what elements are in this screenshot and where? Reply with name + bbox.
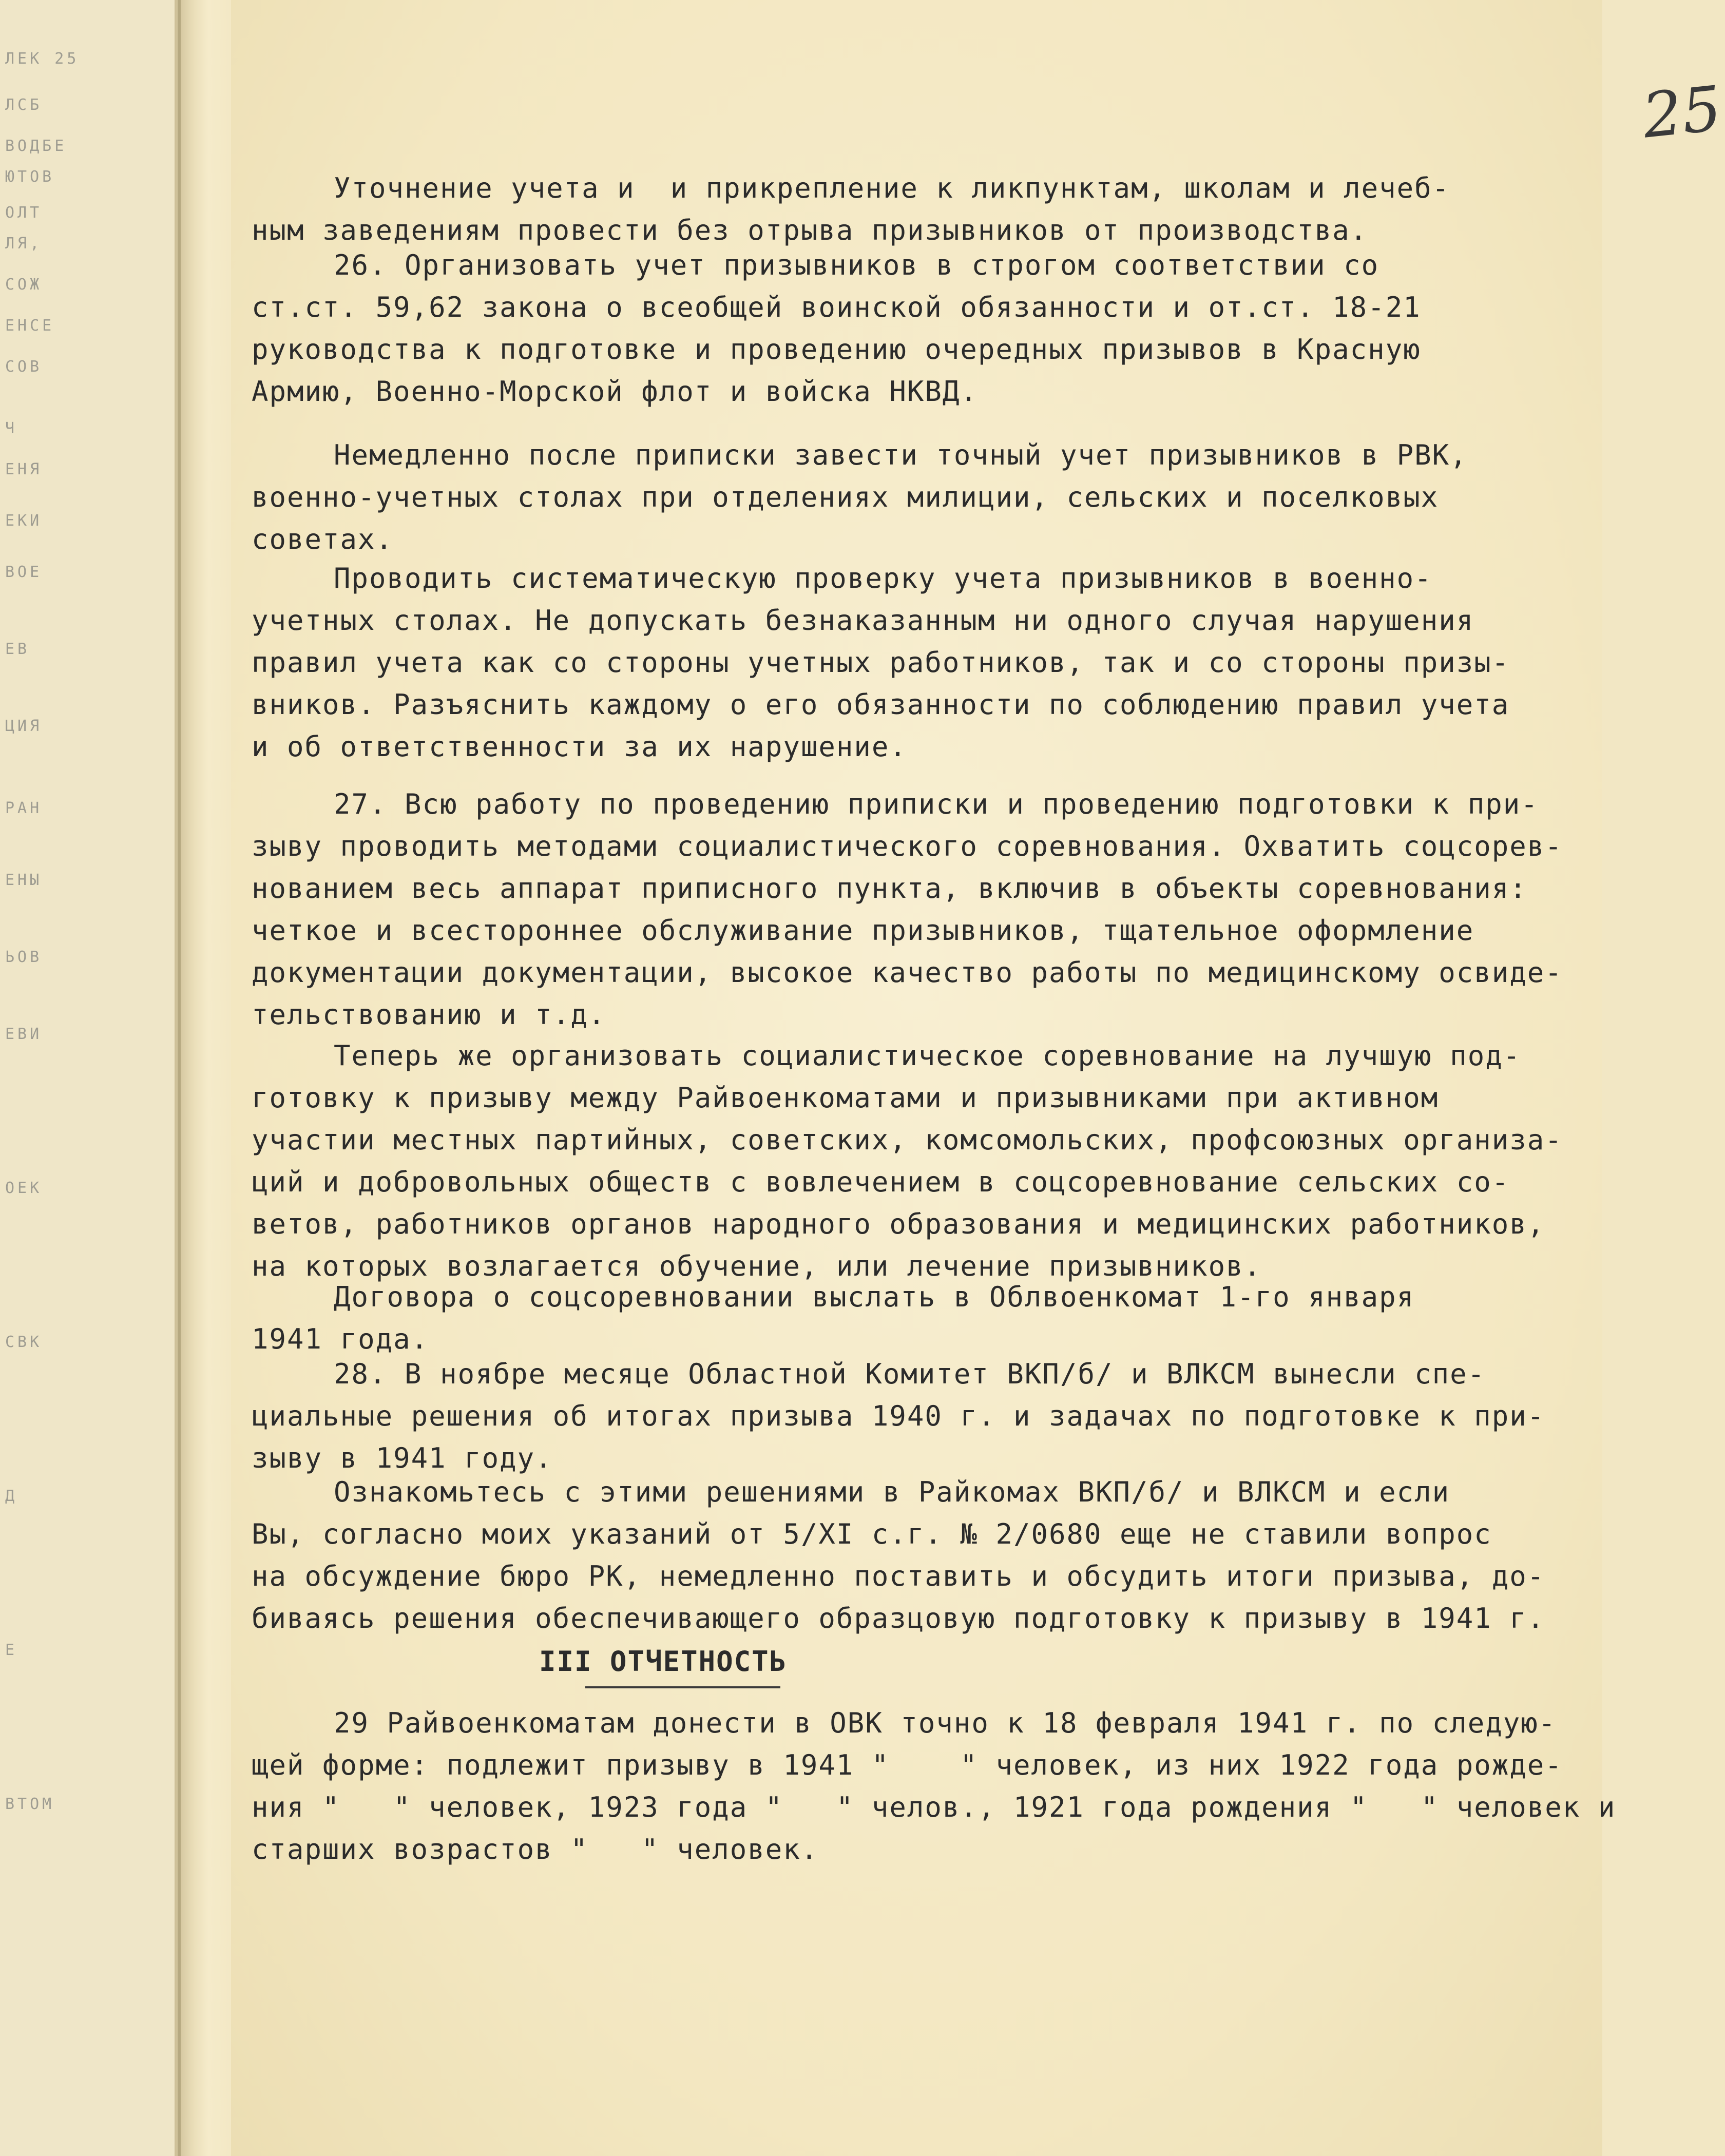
document-line: 28. В ноябре месяце Областной Комитет ВКП/б/ и ВЛКСМ вынесли спе- [334, 1358, 1486, 1390]
document-line: Уточнение учета и и прикрепление к ликпунктам, школам и лечеб- [334, 172, 1450, 204]
left-page-fragment-text: Ч [5, 419, 18, 437]
left-page-fragment-text: ЕКИ [5, 512, 43, 530]
document-line: Проводить систематическую проверку учета призывников в военно- [334, 562, 1432, 594]
left-page-fragment-text: Д [5, 1487, 18, 1505]
document-line: документации документации, высокое качество работы по медицинскому освиде- [252, 956, 1563, 989]
document-line: Вы, согласно моих указаний от 5/XI с.г. № 2/0680 еще не ставили вопрос [252, 1518, 1492, 1550]
left-page-fragment-text: ЕНСЕ [5, 317, 55, 335]
left-page-fragment [0, 0, 175, 2156]
left-page-fragment-text: СВК [5, 1333, 43, 1351]
document-line: щей форме: подлежит призыву в 1941 " " человек, из них 1922 года рожде- [252, 1749, 1563, 1781]
document-line: военно-учетных столах при отделениях милиции, сельских и поселковых [252, 481, 1439, 513]
document-line: Теперь же организовать социалистическое соревнование на лучшую под- [334, 1040, 1521, 1072]
document-line: циальные решения об итогах призыва 1940 г. и задачах по подготовке к при- [252, 1400, 1545, 1432]
document-line: ветов, работников органов народного образования и медицинских работников, [252, 1208, 1545, 1240]
left-page-fragment-text: СОЖ [5, 276, 43, 294]
left-page-fragment-text: РАН [5, 799, 43, 817]
left-page-fragment-text: ЮТОВ [5, 168, 55, 186]
document-page [231, 0, 1725, 2156]
left-page-fragment-text: ЛЕК 25 [5, 50, 80, 68]
left-page-fragment-text: ЕВИ [5, 1025, 43, 1043]
left-page-fragment-text: ВОДБЕ [5, 137, 67, 155]
document-line: на обсуждение бюро РК, немедленно поставить и обсудить итоги призыва, до- [252, 1560, 1545, 1592]
left-page-fragment-text: ЬОВ [5, 948, 43, 966]
left-page-fragment-text: ЛСБ [5, 96, 43, 114]
left-page-fragment-text: ЦИЯ [5, 717, 43, 735]
document-line: нованием весь аппарат приписного пункта, включив в объекты соревнования: [252, 872, 1527, 904]
document-line: готовку к призыву между Райвоенкоматами и призывниками при активном [252, 1082, 1439, 1114]
document-line: руководства к подготовке и проведению очередных призывов в Красную [252, 333, 1421, 365]
section-heading: III ОТЧЕТНОСТЬ [539, 1645, 788, 1678]
left-page-fragment-text: ВОЕ [5, 563, 43, 581]
document-line: старших возрастов " " человек. [252, 1833, 819, 1865]
document-line: ния " " человек, 1923 года " " челов., 1921 года рождения " " человек и [252, 1791, 1616, 1823]
document-line: 26. Организовать учет призывников в строгом соответствии со [334, 249, 1379, 281]
heading-underline [585, 1686, 780, 1688]
gutter-fold-line [178, 0, 181, 2156]
document-line: вников. Разъяснить каждому о его обязанности по соблюдению правил учета [252, 688, 1510, 721]
left-page-fragment-text: ОЕК [5, 1179, 43, 1197]
document-line: советах. [252, 523, 394, 555]
book-gutter [175, 0, 231, 2156]
left-page-fragment-text: ОЛТ [5, 204, 43, 222]
document-text [231, 0, 1616, 2156]
document-line: на которых возлагается обучение, или лечение призывников. [252, 1250, 1262, 1282]
document-line: 29 Райвоенкоматам донести в ОВК точно к 18 февраля 1941 г. по следую- [334, 1707, 1557, 1739]
left-page-fragment-text: ВТОМ [5, 1795, 55, 1813]
document-line: биваясь решения обеспечивающего образцовую подготовку к призыву в 1941 г. [252, 1602, 1545, 1634]
document-line: ций и добровольных обществ с вовлечением в соцсоревнование сельских со- [252, 1166, 1510, 1198]
document-line: тельствованию и т.д. [252, 998, 606, 1031]
left-page-fragment-text: Е [5, 1641, 18, 1659]
document-line: зыву в 1941 году. [252, 1442, 553, 1474]
document-line: 1941 года. [252, 1323, 429, 1355]
left-page-fragment-text: ЕВ [5, 640, 30, 658]
document-line: ст.ст. 59,62 закона о всеобщей воинской обязанности и от.ст. 18-21 [252, 291, 1421, 323]
document-line: и об ответственности за их нарушение. [252, 730, 907, 763]
page-number: 25 [1639, 73, 1725, 152]
left-page-fragment-text: ЛЯ, [5, 235, 43, 253]
document-line: ным заведениям провести без отрыва призывников от производства. [252, 214, 1368, 246]
document-line: Ознакомьтесь с этими решениями в Райкомах ВКП/б/ и ВЛКСМ и если [334, 1476, 1450, 1508]
left-page-fragment-text: ЕНЫ [5, 871, 43, 889]
document-line: Армию, Военно-Морской флот и войска НКВД. [252, 375, 978, 408]
left-page-fragment-text: СОВ [5, 358, 43, 376]
document-line: 27. Всю работу по проведению приписки и проведению подготовки к при- [334, 788, 1539, 820]
left-page-fragment-text: ЕНЯ [5, 460, 43, 478]
document-line: правил учета как со стороны учетных работников, так и со стороны призы- [252, 646, 1510, 679]
document-line: четкое и всестороннее обслуживание призывников, тщательное оформление [252, 914, 1474, 947]
document-line: Немедленно после приписки завести точный учет призывников в РВК, [334, 439, 1468, 471]
document-line: зыву проводить методами социалистического соревнования. Охватить соцсорев- [252, 830, 1563, 862]
document-line: участии местных партийных, советских, комсомольских, профсоюзных организа- [252, 1124, 1563, 1156]
document-line: Договора о соцсоревновании выслать в Облвоенкомат 1-го января [334, 1281, 1415, 1313]
document-line: учетных столах. Не допускать безнаказанным ни одного случая нарушения [252, 604, 1474, 637]
